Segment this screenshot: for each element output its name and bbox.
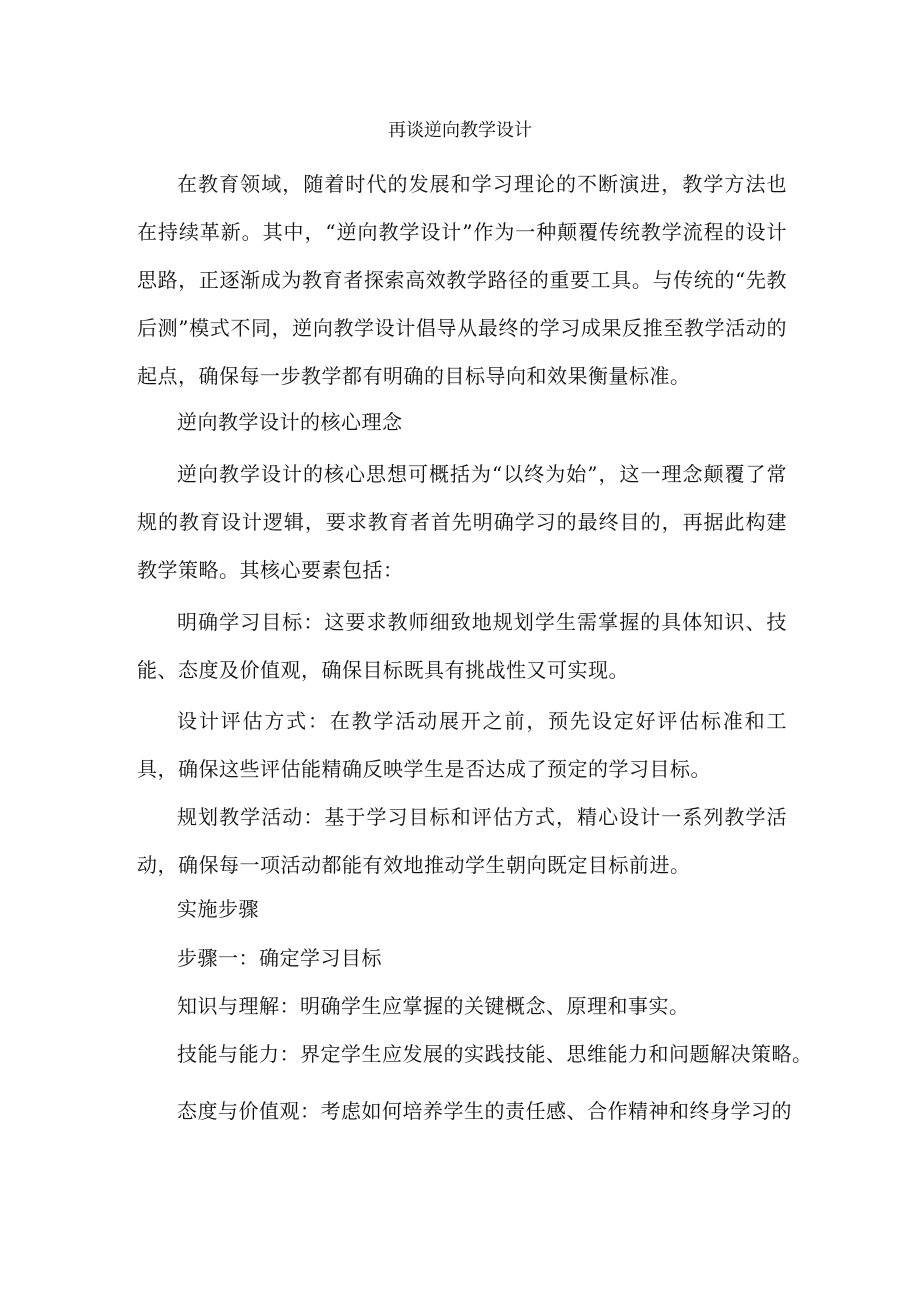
core-concept-heading: 逆向教学设计的核心理念 xyxy=(177,410,403,434)
step1-skills-item: 技能与能力：界定学生应发展的实践技能、思维能力和问题解决策略。 xyxy=(177,1042,813,1066)
steps-heading: 实施步骤 xyxy=(177,897,259,921)
step1-heading: 步骤一：确定学习目标 xyxy=(177,946,382,970)
element-activities-paragraph: 规划教学活动：基于学习目标和评估方式，精心设计一系列教学活动，确保每一项活动都能有效地推动学生朝向既定目标前进。 xyxy=(137,805,787,877)
core-concept-paragraph: 逆向教学设计的核心思想可概括为“以终为始”，这一理念颠覆了常规的教育设计逻辑，要求教育者首先明确学习的最终目的，再据此构建教学策略。其核心要素包括： xyxy=(137,462,787,582)
element-assessment-paragraph: 设计评估方式：在教学活动展开之前，预先设定好评估标准和工具，确保这些评估能精确反映学生是否达成了预定的学习目标。 xyxy=(137,709,787,781)
intro-paragraph: 在教育领域，随着时代的发展和学习理论的不断演进，教学方法也在持续革新。其中，“逆向教学设计”作为一种颠覆传统教学流程的设计思路，正逐渐成为教育者探索高效教学路径的重要工具。与传统的“先教后测”模式不同，逆向教学设计倡导从最终的学习成果反推至教学活动的起点，确保每一步教学都有明确的目标导向和效果衡量标准。 xyxy=(137,172,787,388)
step1-attitude-item: 态度与价值观：考虑如何培养学生的责任感、合作精神和终身学习的 xyxy=(177,1099,792,1123)
step1-knowledge-item: 知识与理解：明确学生应掌握的关键概念、原理和事实。 xyxy=(177,994,690,1018)
document-title: 再谈逆向教学设计 xyxy=(388,120,532,141)
element-goals-paragraph: 明确学习目标：这要求教师细致地规划学生需掌握的具体知识、技能、态度及价值观，确保目标既具有挑战性又可实现。 xyxy=(137,610,787,682)
